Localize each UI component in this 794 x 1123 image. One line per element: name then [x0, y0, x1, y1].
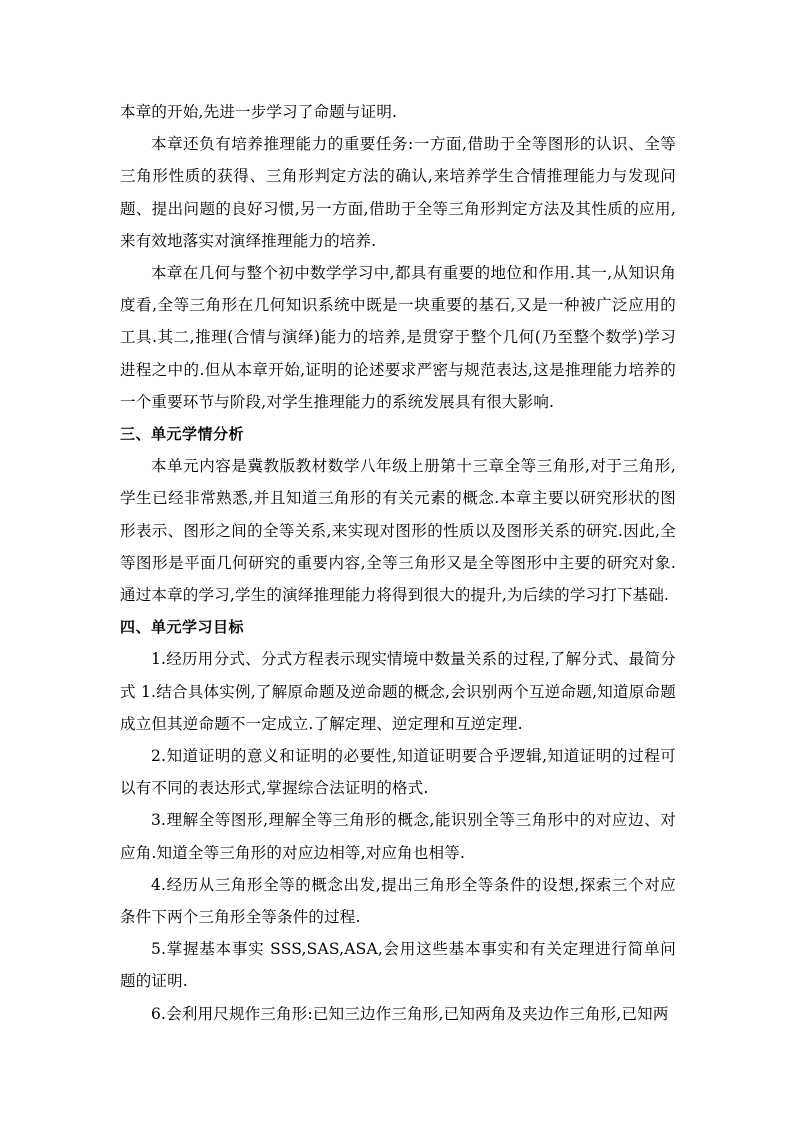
learning-goal-5: 5.掌握基本事实 SSS,SAS,ASA,会用这些基本事实和有关定理进行简单问题的证明. — [120, 940, 676, 991]
section-3-heading: 三、单元学情分析 — [120, 425, 245, 444]
learning-goal-6: 6.会利用尺规作三角形:已知三边作三角形,已知两角及夹边作三角形,已知两 — [151, 1004, 669, 1023]
learning-goal-2: 2.知道证明的意义和证明的必要性,知道证明要合乎逻辑,知道证明的过程可以有不同的表达形式,掌握综合法证明的格式. — [120, 747, 676, 798]
section-4-heading: 四、单元学习目标 — [120, 618, 245, 637]
learning-goal-3: 3.理解全等图形,理解全等三角形的概念,能识别全等三角形中的对应边、对应角.知道全等三角形的对应边相等,对应角也相等. — [120, 811, 676, 862]
chapter-importance-paragraph: 本章在几何与整个初中数学学习中,都具有重要的地位和作用.其一,从知识角度看,全等三角形在几何知识系统中既是一块重要的基石,又是一种被广泛应用的工具.其二,推理(合情与演绎)能力的培养,是贯穿于整个几何(乃至整个数学)学习进程之中的.但从本章开始,证明的论述要求严密与规范表达,这是推理能力培养的一个重要环节与阶段,对学生推理能力的系统发展具有很大影响. — [120, 264, 676, 411]
section-3-paragraph: 本单元内容是冀教版教材数学八年级上册第十三章全等三角形,对于三角形,学生已经非常熟悉,并且知道三角形的有关元素的概念.本章主要以研究形状的图形表示、图形之间的全等关系,来实现对图形的性质以及图形关系的研究.因此,全等图形是平面几何研究的重要内容,全等三角形又是全等图形中主要的研究对象.通过本章的学习,学生的演绎推理能力将得到很大的提升,为后续的学习打下基础. — [120, 457, 676, 605]
intro-tail-paragraph: 本章的开始,先进一步学习了命题与证明. — [120, 103, 398, 121]
learning-goal-4: 4.经历从三角形全等的概念出发,提出三角形全等条件的设想,探索三个对应条件下两个三角形全等条件的过程. — [120, 875, 676, 927]
document-body — [120, 96, 676, 1030]
learning-goal-1: 1.经历用分式、分式方程表示现实情境中数量关系的过程,了解分式、最简分式 1.结合具体实例,了解原命题及逆命题的概念,会识别两个互逆命题,知道原命题成立但其逆命题不一定成立.了解定理、逆定理和互逆定理. — [120, 650, 676, 733]
training-reasoning-paragraph: 本章还负有培养推理能力的重要任务:一方面,借助于全等图形的认识、全等三角形性质的获得、三角形判定方法的确认,来培养学生合情推理能力与发现问题、提出问题的良好习惯,另一方面,借助于全等三角形判定方法及其性质的应用,来有效地落实对演绎推理能力的培养. — [120, 135, 676, 250]
